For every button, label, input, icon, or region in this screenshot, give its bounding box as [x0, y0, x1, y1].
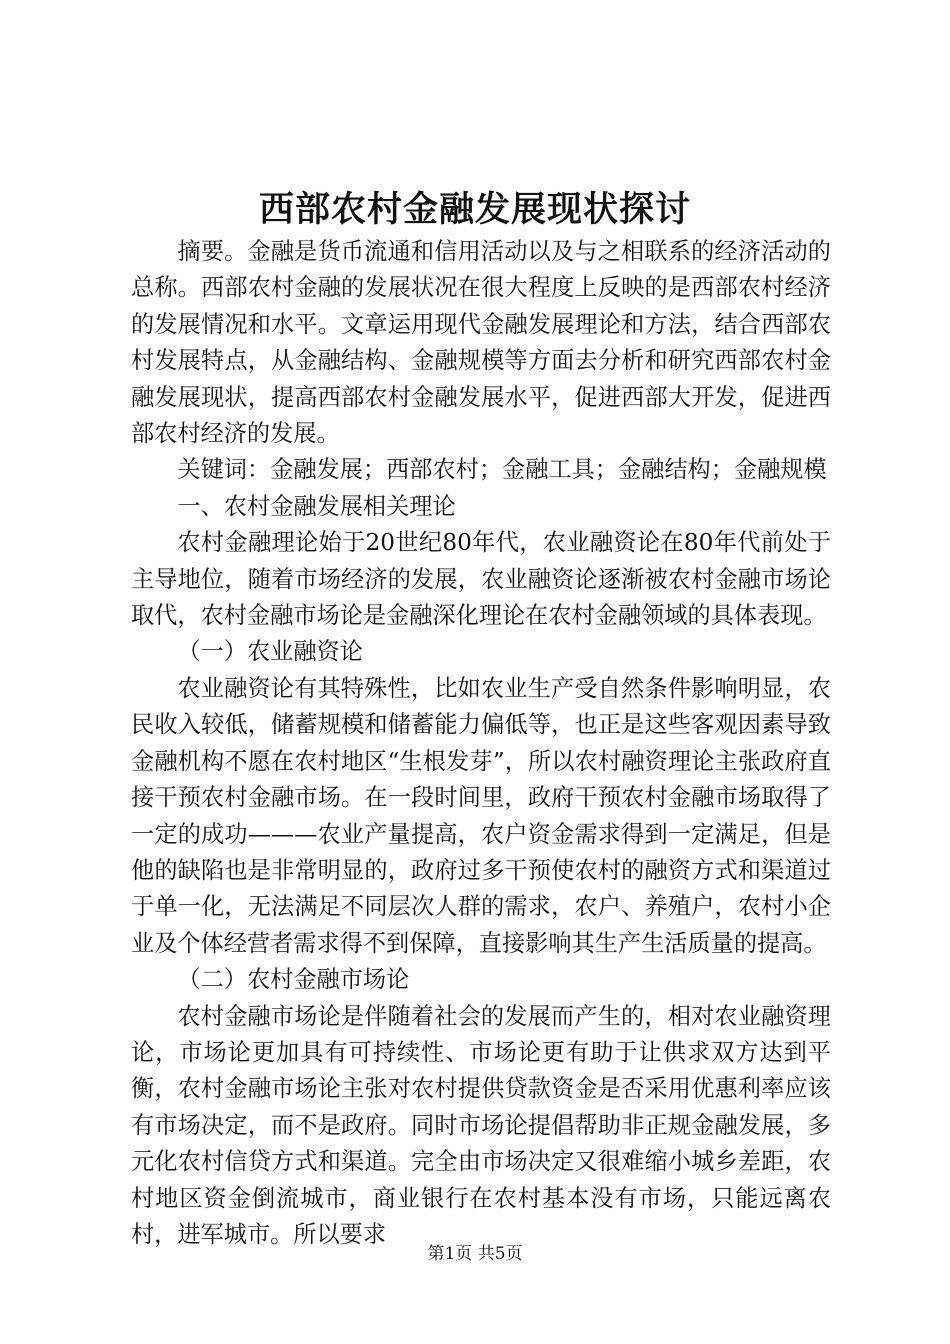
page-footer: 第1页 共5页 [427, 1244, 523, 1264]
section-heading-1: 一、农村金融发展相关理论 [177, 492, 456, 520]
subsection-heading-1: （一）农业融资论 [177, 638, 363, 666]
keywords-paragraph: 关键词：金融发展；西部农村；金融工具；金融结构；金融规模 [177, 456, 827, 484]
body-paragraph: 农村金融理论始于20世纪80年代，农业融资论在80年代前处于主导地位，随着市场经济的发展，农业融资论逐渐被农村金融市场论取代，农村金融市场论是金融深化理论在农村金融领域的具体表现。 [131, 529, 831, 630]
document-title: 西部农村金融发展现状探讨 [258, 189, 691, 230]
document-body [131, 234, 831, 1253]
body-paragraph: 农村金融市场论是伴随着社会的发展而产生的，相对农业融资理论，市场论更加具有可持续性、市场论更有助于让供求双方达到平衡，农村金融市场论主张对农村提供贷款资金是否采用优惠利率应该有市场决定，而不是政府。同时市场论提倡帮助非正规金融发展，多元化农村信贷方式和渠道。完全由市场决定又很难缩小城乡差距，农村地区资金倒流城市，商业银行在农村基本没有市场，只能远离农村，进军城市。所以要求 [131, 1002, 831, 1248]
subsection-heading-2: （二）农村金融市场论 [177, 966, 410, 994]
abstract-paragraph: 摘要。金融是货币流通和信用活动以及与之相联系的经济活动的总称。西部农村金融的发展状况在很大程度上反映的是西部农村经济的发展情况和水平。文章运用现代金融发展理论和方法，结合西部农村发展特点，从金融结构、金融规模等方面去分析和研究西部农村金融发展现状，提高西部农村金融发展水平，促进西部大开发，促进西部农村经济的发展。 [131, 238, 831, 448]
body-paragraph: 农业融资论有其特殊性，比如农业生产受自然条件影响明显，农民收入较低，储蓄规模和储蓄能力偏低等，也正是这些客观因素导致金融机构不愿在农村地区“生根发芽”，所以农村融资理论主张政府直接干预农村金融市场。在一段时间里，政府干预农村金融市场取得了一定的成功———农业产量提高，农户资金需求得到一定满足，但是他的缺陷也是非常明显的，政府过多干预使农村的融资方式和渠道过于单一化，无法满足不同层次人群的需求，农户、养殖户，农村小企业及个体经营者需求得不到保障，直接影响其生产生活质量的提高。 [131, 674, 831, 957]
